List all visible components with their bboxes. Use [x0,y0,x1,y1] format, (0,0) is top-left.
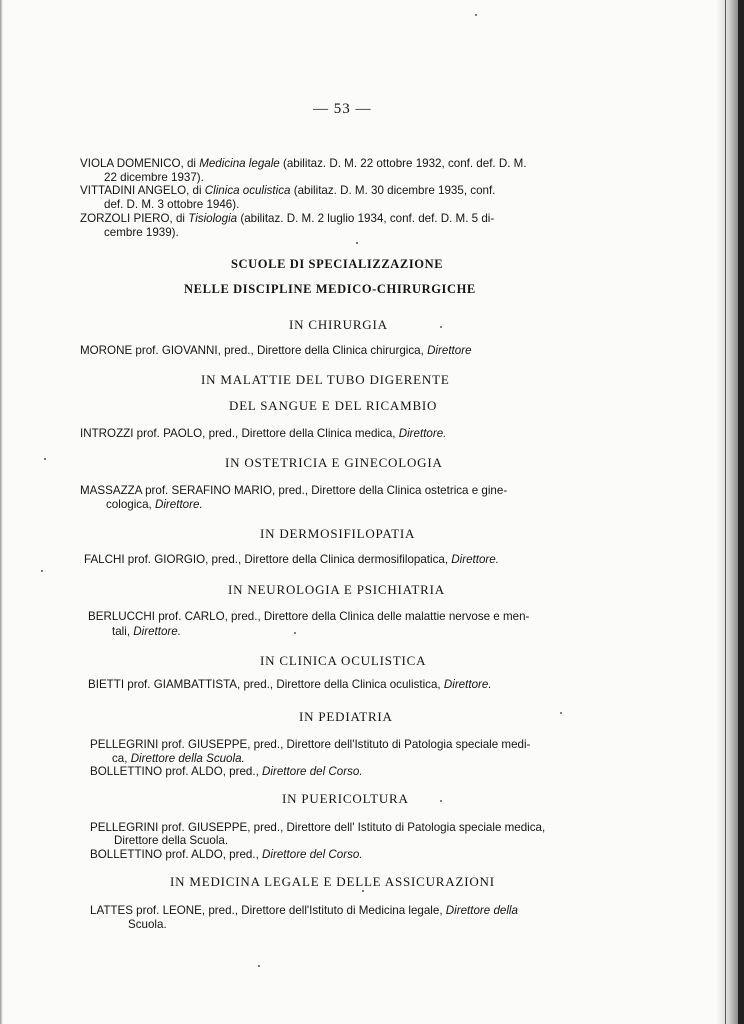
school-entry-text: FALCHI prof. GIORGIO, pred., Direttore della Clinica dermosifilopatica, [84,553,452,566]
school-entry-text: LATTES prof. LEONE, pred., Direttore dell'Istituto di Medicina legale, [90,904,446,917]
scan-speck [475,14,477,16]
scan-speck [440,326,442,328]
school-entry-continuation [106,498,203,511]
school-entry-role-continuation: Scuola. [128,918,167,931]
school-entry [88,678,492,691]
page-right-shadow [716,0,738,1024]
school-heading: IN PEDIATRIA [299,709,393,724]
professor-entry [80,157,527,170]
school-entry-text: BIETTI prof. GIAMBATTISTA, pred., Direttore della Clinica oculistica, [88,678,444,691]
page-right-edge [738,0,744,1024]
school-entry-role: Direttore della Scuola. [114,834,229,847]
school-entry-role: Direttore del Corso. [262,848,363,861]
professor-details: (abilitaz. D. M. 30 dicembre 1935, conf. [290,184,496,197]
school-entry: PELLEGRINI prof. GIUSEPPE, pred., Direttore dell' Istituto di Patologia speciale medica, [90,821,546,834]
school-entry-text: BOLLETTINO prof. ALDO, pred., [90,765,263,778]
professor-name-text: VITTADINI ANGELO, di [80,184,205,197]
scan-speck [294,632,296,634]
scan-speck [44,458,46,460]
school-entry-role: Direttore. [133,625,181,638]
school-entry-role: Direttore [427,344,472,357]
school-entry [90,848,363,861]
school-heading: IN OSTETRICIA E GINECOLOGIA [225,455,443,470]
school-entry-role: Direttore. [398,427,447,440]
page-fold-line [725,0,726,1024]
professor-entry-continuation: 22 dicembre 1937). [104,171,204,184]
scan-speck [258,965,260,967]
school-entry [80,427,446,440]
professor-entry-continuation: cembre 1939). [104,226,179,239]
professor-details: (abilitaz. D. M. 22 ottobre 1932, conf. def. D. M. [279,157,527,170]
section-subtitle: NELLE DISCIPLINE MEDICO-CHIRURGICHE [184,282,476,296]
school-entry [80,344,472,357]
school-entry-text: tali, [112,625,134,638]
section-title: SCUOLE DI SPECIALIZZAZIONE [231,257,444,271]
school-entry-continuation [112,752,245,765]
school-entry-role: Direttore della [445,904,518,917]
professor-entry [80,212,494,225]
school-heading-line2: DEL SANGUE E DEL RICAMBIO [229,398,438,413]
school-entry [90,765,363,778]
professor-subject: Tisiologia [188,212,238,225]
scan-speck [560,712,562,714]
school-heading: IN MEDICINA LEGALE E DELLE ASSICURAZIONI [170,874,495,889]
page-left-edge [0,0,3,1024]
professor-name-text: ZORZOLI PIERO, di [80,212,189,225]
school-entry: BERLUCCHI prof. CARLO, pred., Direttore della Clinica delle malattie nervose e men- [88,610,530,623]
school-heading: IN MALATTIE DEL TUBO DIGERENTE [201,372,450,387]
school-entry-text: BOLLETTINO prof. ALDO, pred., [90,848,263,861]
scan-speck [440,800,442,802]
school-entry-text: INTROZZI prof. PAOLO, pred., Direttore della Clinica medica, [80,427,399,440]
professor-name-text: VIOLA DOMENICO, di [80,157,200,170]
school-entry-text: cologica, [106,498,155,511]
school-heading: IN CLINICA OCULISTICA [260,653,427,668]
school-entry: MASSAZZA prof. SERAFINO MARIO, pred., Direttore della Clinica ostetrica e gine- [80,484,508,497]
scan-speck [41,570,43,572]
school-entry-role: Direttore. [443,678,492,691]
school-heading: IN PUERICOLTURA [282,791,409,806]
professor-entry [80,184,495,197]
school-entry-role: Direttore. [451,553,499,566]
school-entry-continuation [112,625,181,638]
professor-entry-continuation: def. D. M. 3 ottobre 1946). [104,198,240,211]
school-heading: IN CHIRURGIA [289,317,388,332]
school-entry-role: Direttore della Scuola. [130,752,245,765]
school-entry-role: Direttore del Corso. [262,765,363,778]
school-entry-text: ca, [112,752,131,765]
scan-speck [362,890,364,892]
professor-subject: Clinica oculistica [204,184,291,197]
school-entry: PELLEGRINI prof. GIUSEPPE, pred., Direttore dell'Istituto di Patologia speciale medi- [90,738,531,751]
school-entry-text: MORONE prof. GIOVANNI, pred., Direttore della Clinica chirurgica, [80,344,428,357]
school-entry-role: Direttore. [154,498,203,511]
school-entry [90,904,518,917]
school-entry [84,553,499,566]
school-heading: IN DERMOSIFILOPATIA [260,526,416,541]
school-heading: IN NEUROLOGIA E PSICHIATRIA [228,582,445,597]
professor-subject: Medicina legale [199,157,280,170]
professor-details: (abilitaz. D. M. 2 luglio 1934, conf. def. D. M. 5 di- [237,212,495,225]
page-number: — 53 — [313,101,372,117]
scan-speck [356,242,358,244]
